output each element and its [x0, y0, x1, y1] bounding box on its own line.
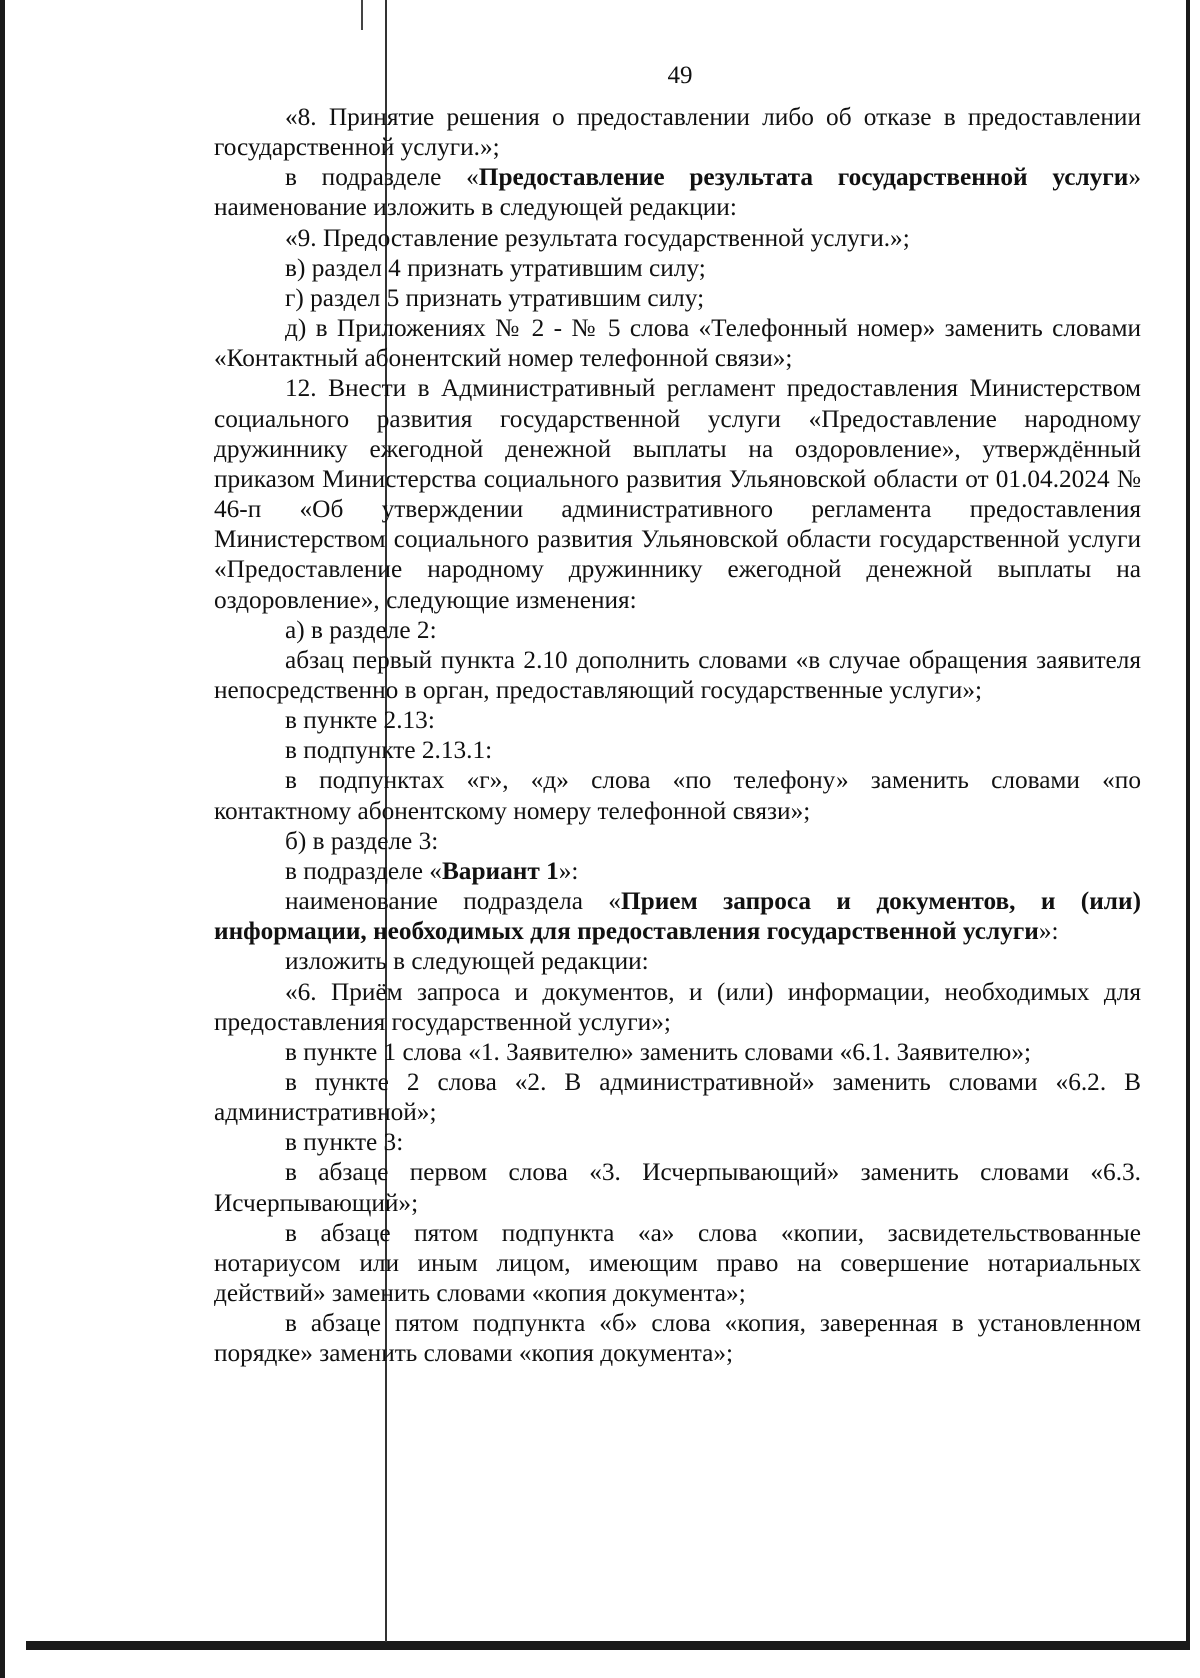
bold-fragment: Вариант 1	[441, 856, 559, 885]
scan-left-edge	[0, 0, 5, 1678]
paragraph: в подразделе «Вариант 1»:	[285, 856, 579, 885]
paragraph: «9. Предоставление результата государственной услуги.»;	[285, 223, 910, 252]
bold-fragment: Предоставление результата государственной услуги	[478, 163, 1129, 192]
page-number: 49	[667, 62, 693, 89]
scan-right-edge	[1186, 0, 1190, 1646]
paragraph: в пункте 3:	[285, 1128, 404, 1157]
paragraph: «8. Принятие решения о предоставлении либо об отказе в предоставлении государственной услуги.»;	[214, 103, 1141, 162]
paragraph: в абзаце пятом подпункта «б» слова «копия, заверенная в установленном порядке» заменить словами «копия документа»;	[214, 1309, 1141, 1368]
document-body	[214, 102, 1141, 1369]
scan-fold-line-top	[361, 0, 363, 30]
paragraph: а) в разделе 2:	[285, 615, 437, 644]
paragraph: в пункте 2 слова «2. В административной» заменить словами «6.2. В административной»;	[214, 1068, 1141, 1127]
bold-fragment: Прием запроса и документов, и (или) информации, необходимых для предоставления государственной услуги	[214, 887, 1141, 946]
paragraph: в подпунктах «г», «д» слова «по телефону» заменить словами «по контактному абонентскому номеру телефонной связи»;	[214, 766, 1141, 825]
paragraph: в подразделе «Предоставление результата государственной услуги» наименование изложить в следующей редакции:	[214, 163, 1142, 222]
paragraph: г) раздел 5 признать утратившим силу;	[285, 283, 705, 312]
paragraph: наименование подраздела «Прием запроса и документов, и (или) информации, необходимых для предоставления государственной услуги»:	[214, 887, 1141, 946]
scan-bottom-edge	[26, 1641, 1190, 1650]
paragraph: 12. Внести в Административный регламент предоставления Министерством социального развития государственной услуги «Предоставление народному дружиннику ежегодной денежной выплаты на оздоровление», утверждённый приказом Министерства социального развития Ульяновской области от 01.04.2024 № 46-п «Об утверждении административного регламента предоставления Министерством социального развития Ульяновской области государственной услуги «Предоставление народному дружиннику ежегодной денежной выплаты на оздоровление», следующие изменения:	[214, 374, 1141, 614]
paragraph: в абзаце первом слова «3. Исчерпывающий» заменить словами «6.3. Исчерпывающий»;	[214, 1158, 1141, 1217]
paragraph: «6. Приём запроса и документов, и (или) информации, необходимых для предоставления государственной услуги»;	[214, 977, 1141, 1036]
paragraph: в пункте 1 слова «1. Заявителю» заменить словами «6.1. Заявителю»;	[285, 1037, 1032, 1066]
paragraph: в подпункте 2.13.1:	[285, 736, 493, 765]
paragraph: в) раздел 4 признать утратившим силу;	[285, 253, 706, 282]
paragraph: д) в Приложениях № 2 - № 5 слова «Телефонный номер» заменить словами «Контактный абонентский номер телефонной связи»;	[214, 314, 1141, 373]
paragraph: изложить в следующей редакции:	[285, 947, 649, 976]
paragraph: б) в разделе 3:	[285, 826, 439, 855]
paragraph: в абзаце пятом подпункта «а» слова «копии, засвидетельствованные нотариусом или иным лицом, имеющим право на совершение нотариальных действий» заменить словами «копия документа»;	[214, 1218, 1141, 1308]
paragraph: абзац первый пункта 2.10 дополнить словами «в случае обращения заявителя непосредственно в орган, предоставляющий государственные услуги»;	[214, 645, 1141, 704]
paragraph: в пункте 2.13:	[285, 706, 435, 735]
